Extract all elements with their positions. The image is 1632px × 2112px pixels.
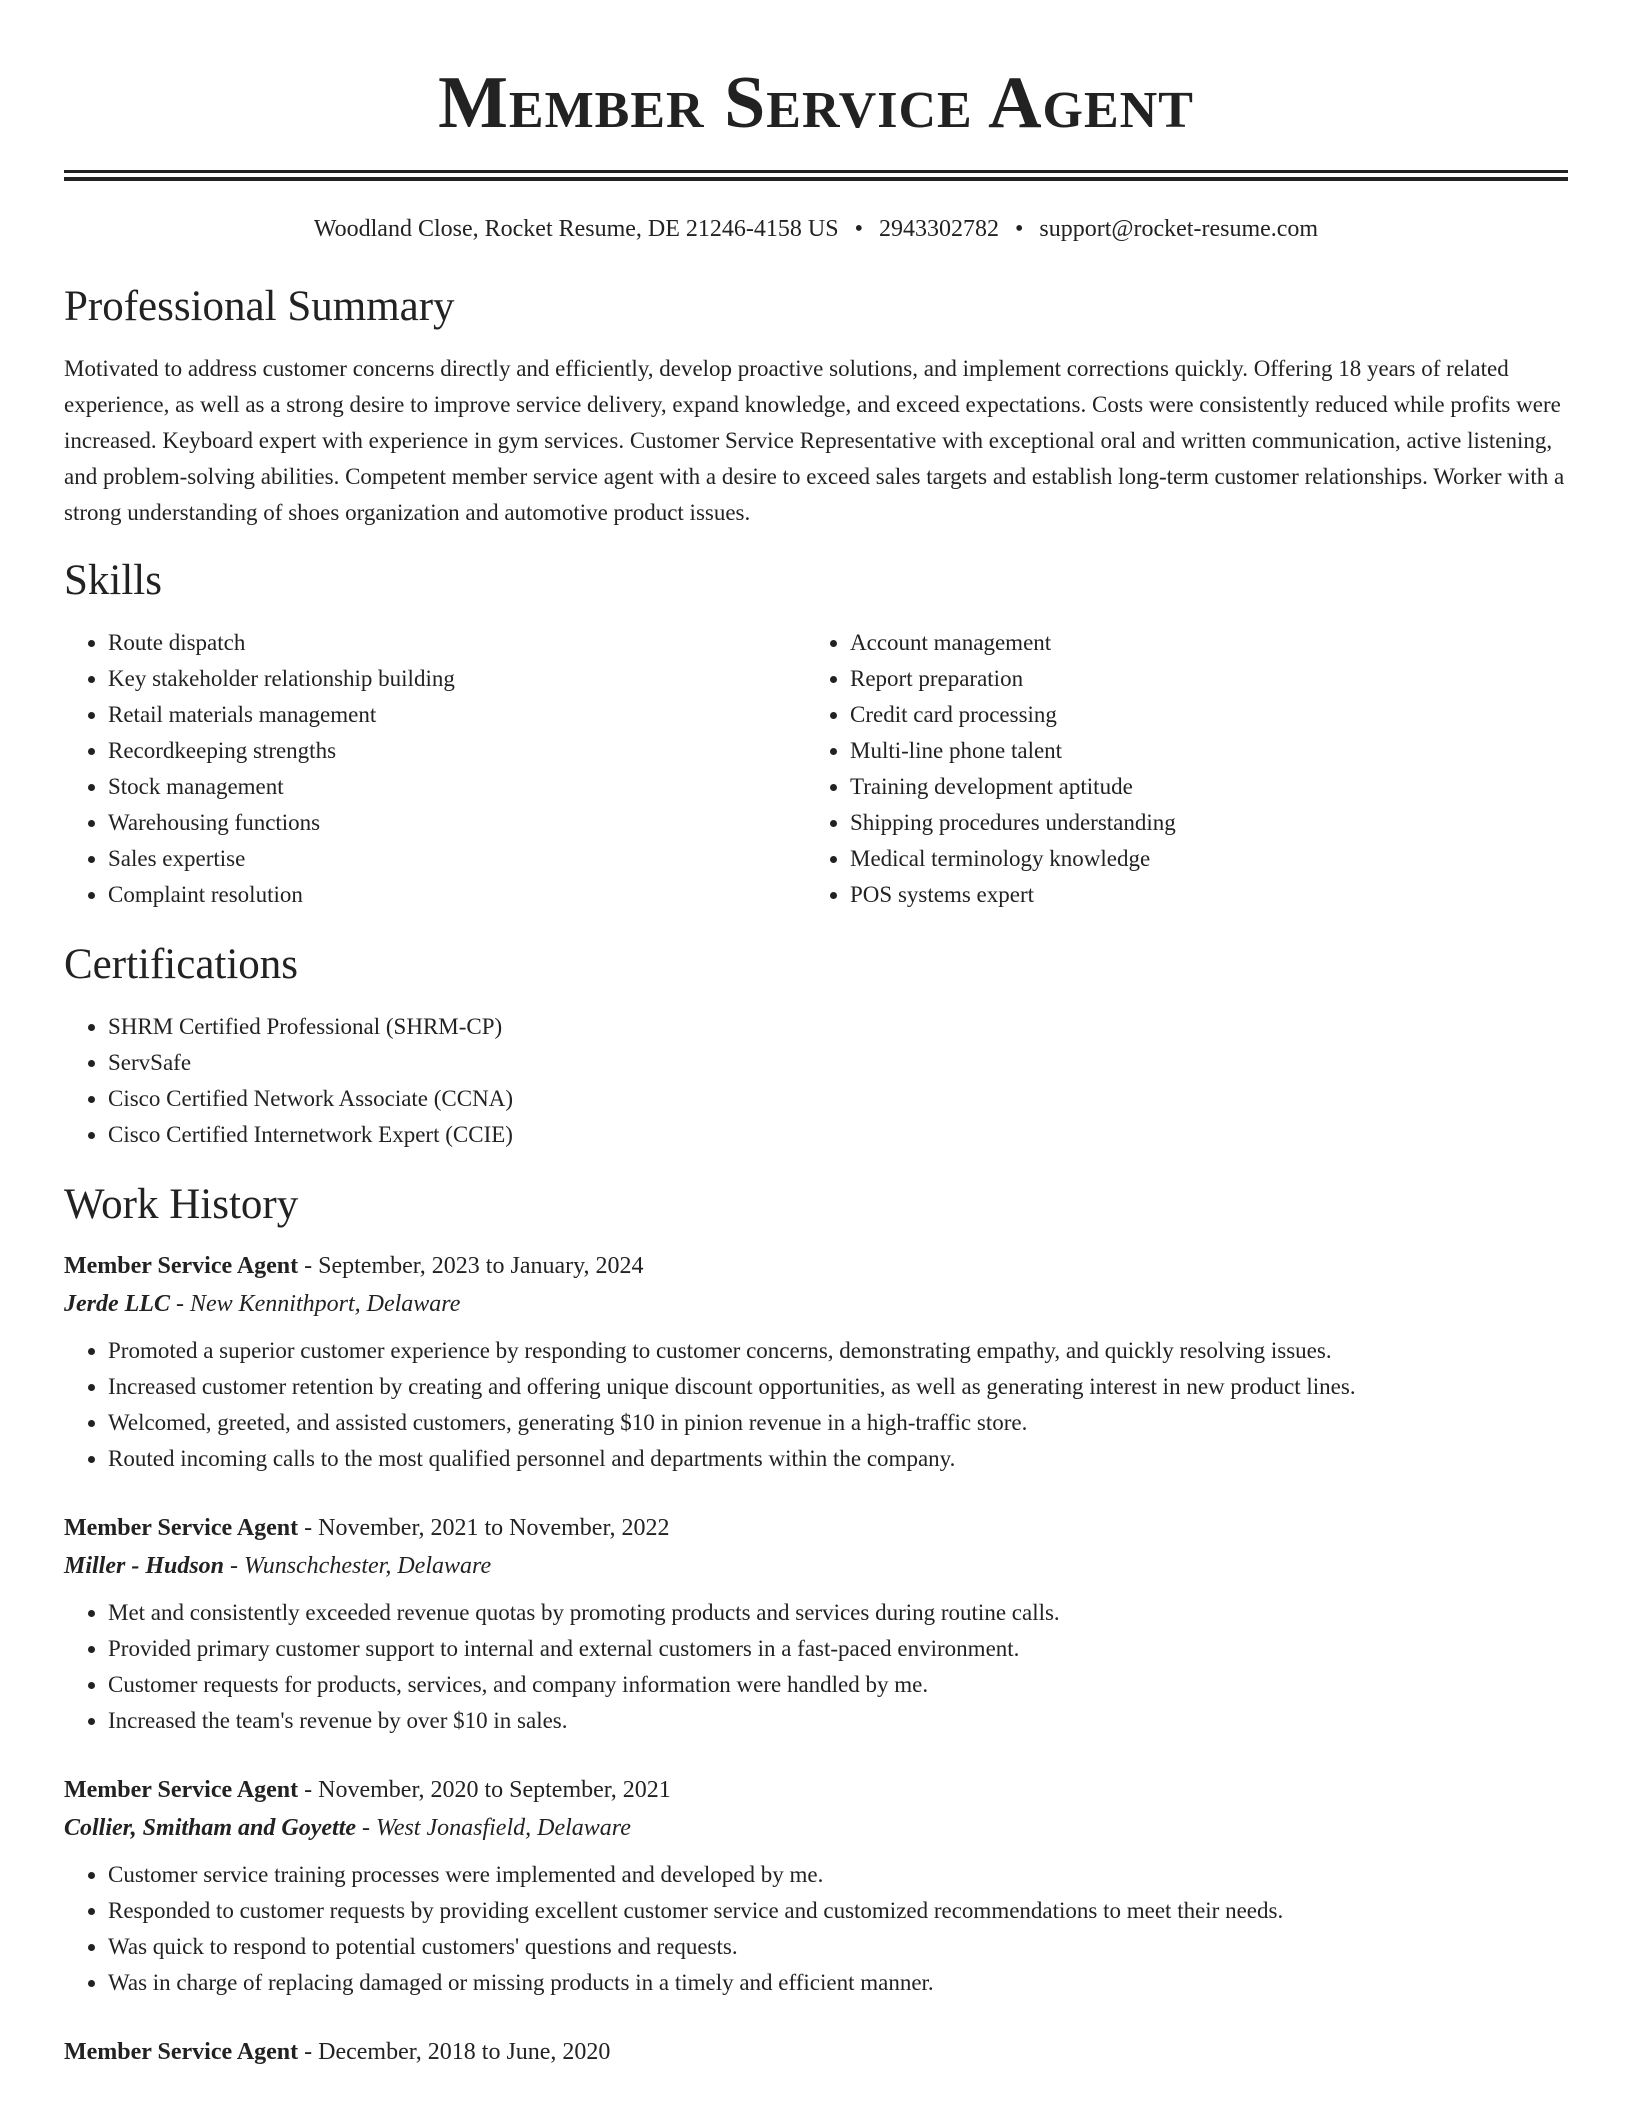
contact-phone: 2943302782: [879, 216, 999, 242]
certification-item: • ServSafe: [108, 1045, 1568, 1081]
job-entry: [64, 2033, 1568, 2071]
resume-page: [64, 0, 1568, 2071]
job-bullet: • Was in charge of replacing damaged or missing products in a timely and efficient manner.: [108, 1965, 1568, 2001]
work-history-section: [64, 1177, 1568, 2071]
job-bullet: • Increased customer retention by creating and offering unique discount opportunities, as well as generating interest in new product lines.: [108, 1369, 1568, 1405]
job-bullet: • Responded to customer requests by providing excellent customer service and customized recommendations to meet their needs.: [108, 1893, 1568, 1929]
job-entry: [64, 1771, 1568, 2001]
skill-item: • Shipping procedures understanding: [850, 805, 1548, 841]
skills-columns: [64, 625, 1568, 913]
job-bullet: • Routed incoming calls to the most qualified personnel and departments within the company.: [108, 1441, 1568, 1477]
section-title-certifications: Certifications: [64, 941, 299, 988]
skill-item: • Credit card processing: [850, 697, 1548, 733]
skill-item: • Medical terminology knowledge: [850, 841, 1548, 877]
skill-item: • Retail materials management: [108, 697, 806, 733]
job-bullet: • Customer requests for products, services, and company information were handled by me.: [108, 1667, 1568, 1703]
summary-section: [64, 279, 1568, 531]
job-bullet: • Welcomed, greeted, and assisted customers, generating $10 in pinion revenue in a high-traffic store.: [108, 1405, 1568, 1441]
job-bullet: • Customer service training processes were implemented and developed by me.: [108, 1857, 1568, 1893]
summary-text: Motivated to address customer concerns directly and efficiently, develop proactive solutions, and implement corrections quickly. Offering 18 years of related experience, as well as a strong desire to improve service delivery, expand knowledge, and exceed expectations. Costs were consistently reduced while profits were increased. Keyboard expert with experience in gym services. Customer Service Representative with exceptional oral and written communication, active listening, and problem-solving abilities. Competent member service agent with a desire to exceed sales targets and establish long-term customer relationships. Worker with a strong understanding of shoes organization and automotive product issues.: [64, 356, 1565, 525]
skill-item: • Account management: [850, 625, 1548, 661]
skill-item: • Complaint resolution: [108, 877, 806, 913]
section-title-summary: Professional Summary: [64, 283, 455, 330]
job-location: - New Kennithport, Delaware: [169, 1291, 461, 1317]
section-title-skills: Skills: [64, 557, 162, 604]
job-dates: - November, 2021 to November, 2022: [298, 1515, 670, 1541]
job-title-line: [64, 1247, 1568, 1285]
job-bullet: • Was quick to respond to potential customers' questions and requests.: [108, 1929, 1568, 1965]
skill-item: • Training development aptitude: [850, 769, 1548, 805]
job-bullets: [64, 1595, 1568, 1739]
contact-separator: •: [854, 216, 863, 242]
skills-list-right: [806, 625, 1548, 913]
job-dates: - November, 2020 to September, 2021: [298, 1777, 671, 1803]
section-title-work-history: Work History: [64, 1181, 299, 1228]
job-title-line: [64, 1771, 1568, 1809]
contact-separator: •: [1015, 216, 1024, 242]
skill-item: • Warehousing functions: [108, 805, 806, 841]
contact-line: [64, 213, 1568, 245]
job-role: Member Service Agent: [64, 1253, 299, 1279]
skills-section: [64, 553, 1568, 913]
certification-item: • Cisco Certified Network Associate (CCNA): [108, 1081, 1568, 1117]
skill-item: • Stock management: [108, 769, 806, 805]
job-company-line: [64, 1285, 1568, 1323]
job-company: Jerde LLC: [64, 1291, 170, 1317]
skill-item: • Sales expertise: [108, 841, 806, 877]
job-dates: - September, 2023 to January, 2024: [298, 1253, 644, 1279]
job-company: Miller - Hudson: [64, 1553, 225, 1579]
job-entry: [64, 1247, 1568, 1477]
skill-item: • Route dispatch: [108, 625, 806, 661]
job-bullet: • Promoted a superior customer experience by responding to customer concerns, demonstrating empathy, and quickly resolving issues.: [108, 1333, 1568, 1369]
job-entry: [64, 1509, 1568, 1739]
job-bullet: • Increased the team's revenue by over $10 in sales.: [108, 1703, 1568, 1739]
job-location: - Wunschchester, Delaware: [224, 1553, 492, 1579]
job-role: Member Service Agent: [64, 1777, 299, 1803]
contact-address: Woodland Close, Rocket Resume, DE 21246-4158 US: [313, 216, 839, 242]
skill-item: • POS systems expert: [850, 877, 1548, 913]
job-bullets: [64, 1333, 1568, 1477]
skills-column-left: [64, 625, 806, 913]
job-bullet: • Met and consistently exceeded revenue quotas by promoting products and services during routine calls.: [108, 1595, 1568, 1631]
job-location: - West Jonasfield, Delaware: [356, 1815, 631, 1841]
skill-item: • Report preparation: [850, 661, 1548, 697]
certification-item: • Cisco Certified Internetwork Expert (CCIE): [108, 1117, 1568, 1153]
job-company-line: [64, 1809, 1568, 1847]
job-title-line: [64, 2033, 1568, 2071]
contact-email: support@rocket-resume.com: [1039, 216, 1319, 242]
job-title-line: [64, 1509, 1568, 1547]
job-bullets: [64, 1857, 1568, 2001]
certification-item: • SHRM Certified Professional (SHRM-CP): [108, 1009, 1568, 1045]
certifications-list: [64, 1009, 1568, 1153]
skills-column-right: [806, 625, 1548, 913]
skill-item: • Key stakeholder relationship building: [108, 661, 806, 697]
job-bullet: • Provided primary customer support to internal and external customers in a fast-paced environment.: [108, 1631, 1568, 1667]
skill-item: • Recordkeeping strengths: [108, 733, 806, 769]
job-company-line: [64, 1547, 1568, 1585]
skill-item: • Multi-line phone talent: [850, 733, 1548, 769]
job-role: Member Service Agent: [64, 1515, 299, 1541]
job-dates: - December, 2018 to June, 2020: [298, 2039, 611, 2065]
job-role: Member Service Agent: [64, 2039, 299, 2065]
resume-title: Member Service Agent: [438, 62, 1194, 144]
title-double-rule: [64, 170, 1568, 181]
certifications-section: [64, 937, 1568, 1153]
skills-list-left: [64, 625, 806, 913]
job-company: Collier, Smitham and Goyette: [64, 1815, 357, 1841]
